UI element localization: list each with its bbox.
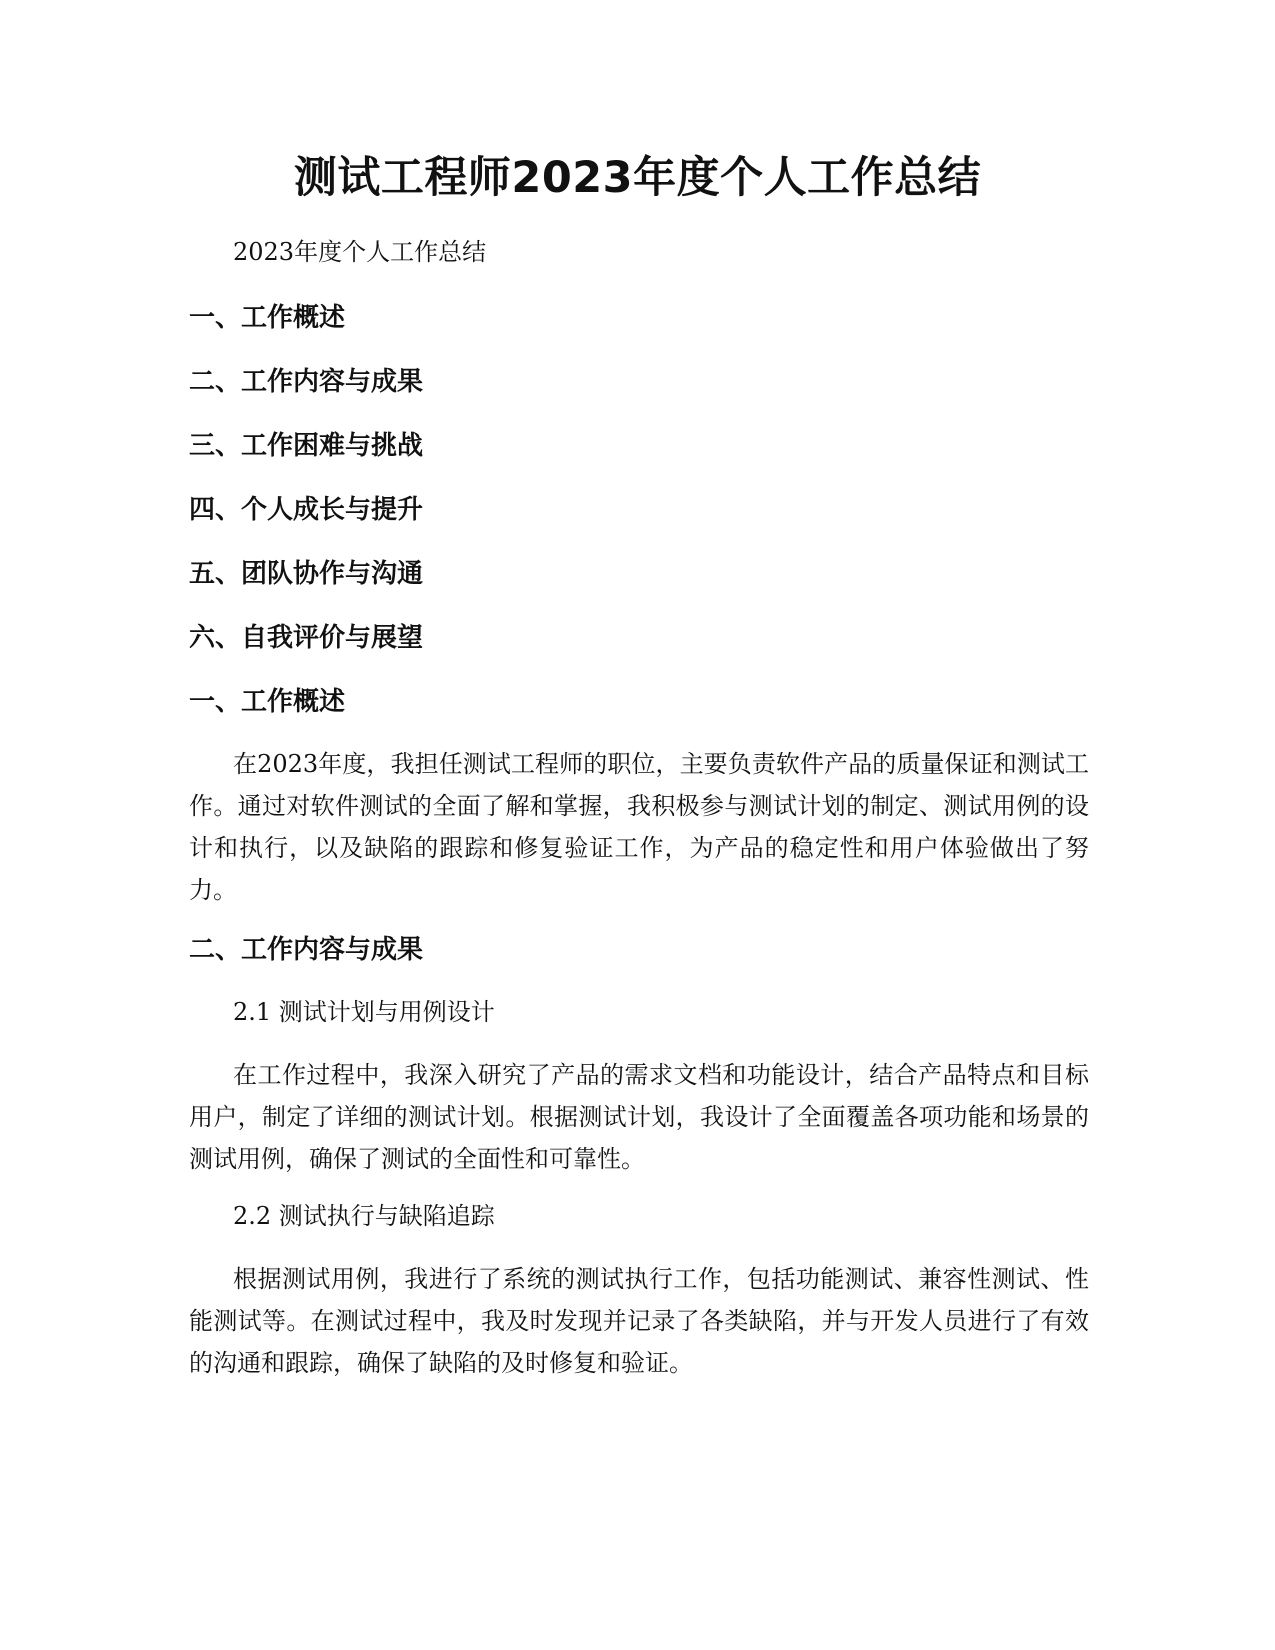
toc-item-2: 二、工作内容与成果 bbox=[189, 367, 424, 397]
toc-item-4: 四、个人成长与提升 bbox=[189, 495, 424, 525]
document-subtitle: 2023年度个人工作总结 bbox=[233, 238, 487, 266]
subsection-title: 2.1 测试计划与用例设计 bbox=[233, 998, 495, 1026]
document-title: 测试工程师2023年度个人工作总结 bbox=[293, 153, 982, 203]
toc-item-1: 一、工作概述 bbox=[189, 303, 346, 333]
section-paragraph: 在2023年度，我担任测试工程师的职位，主要负责软件产品的质量保证和测试工作。通过对软件测试的全面了解和掌握，我积极参与测试计划的制定、测试用例的设计和执行，以及缺陷的跟踪和修复验证工作，为产品的稳定性和用户体验做出了努力。 bbox=[189, 750, 1089, 904]
section-heading: 二、工作内容与成果 bbox=[189, 935, 424, 965]
toc-item-5: 五、团队协作与沟通 bbox=[189, 559, 424, 589]
toc-item-3: 三、工作困难与挑战 bbox=[189, 431, 424, 461]
section-heading: 一、工作概述 bbox=[189, 687, 346, 717]
toc-item-6: 六、自我评价与展望 bbox=[189, 623, 424, 653]
section-paragraph: 根据测试用例，我进行了系统的测试执行工作，包括功能测试、兼容性测试、性能测试等。在测试过程中，我及时发现并记录了各类缺陷，并与开发人员进行了有效的沟通和跟踪，确保了缺陷的及时修复和验证。 bbox=[189, 1265, 1089, 1377]
subsection-title: 2.2 测试执行与缺陷追踪 bbox=[233, 1202, 495, 1230]
section-paragraph: 在工作过程中，我深入研究了产品的需求文档和功能设计，结合产品特点和目标用户，制定了详细的测试计划。根据测试计划，我设计了全面覆盖各项功能和场景的测试用例，确保了测试的全面性和可靠性。 bbox=[189, 1061, 1089, 1173]
